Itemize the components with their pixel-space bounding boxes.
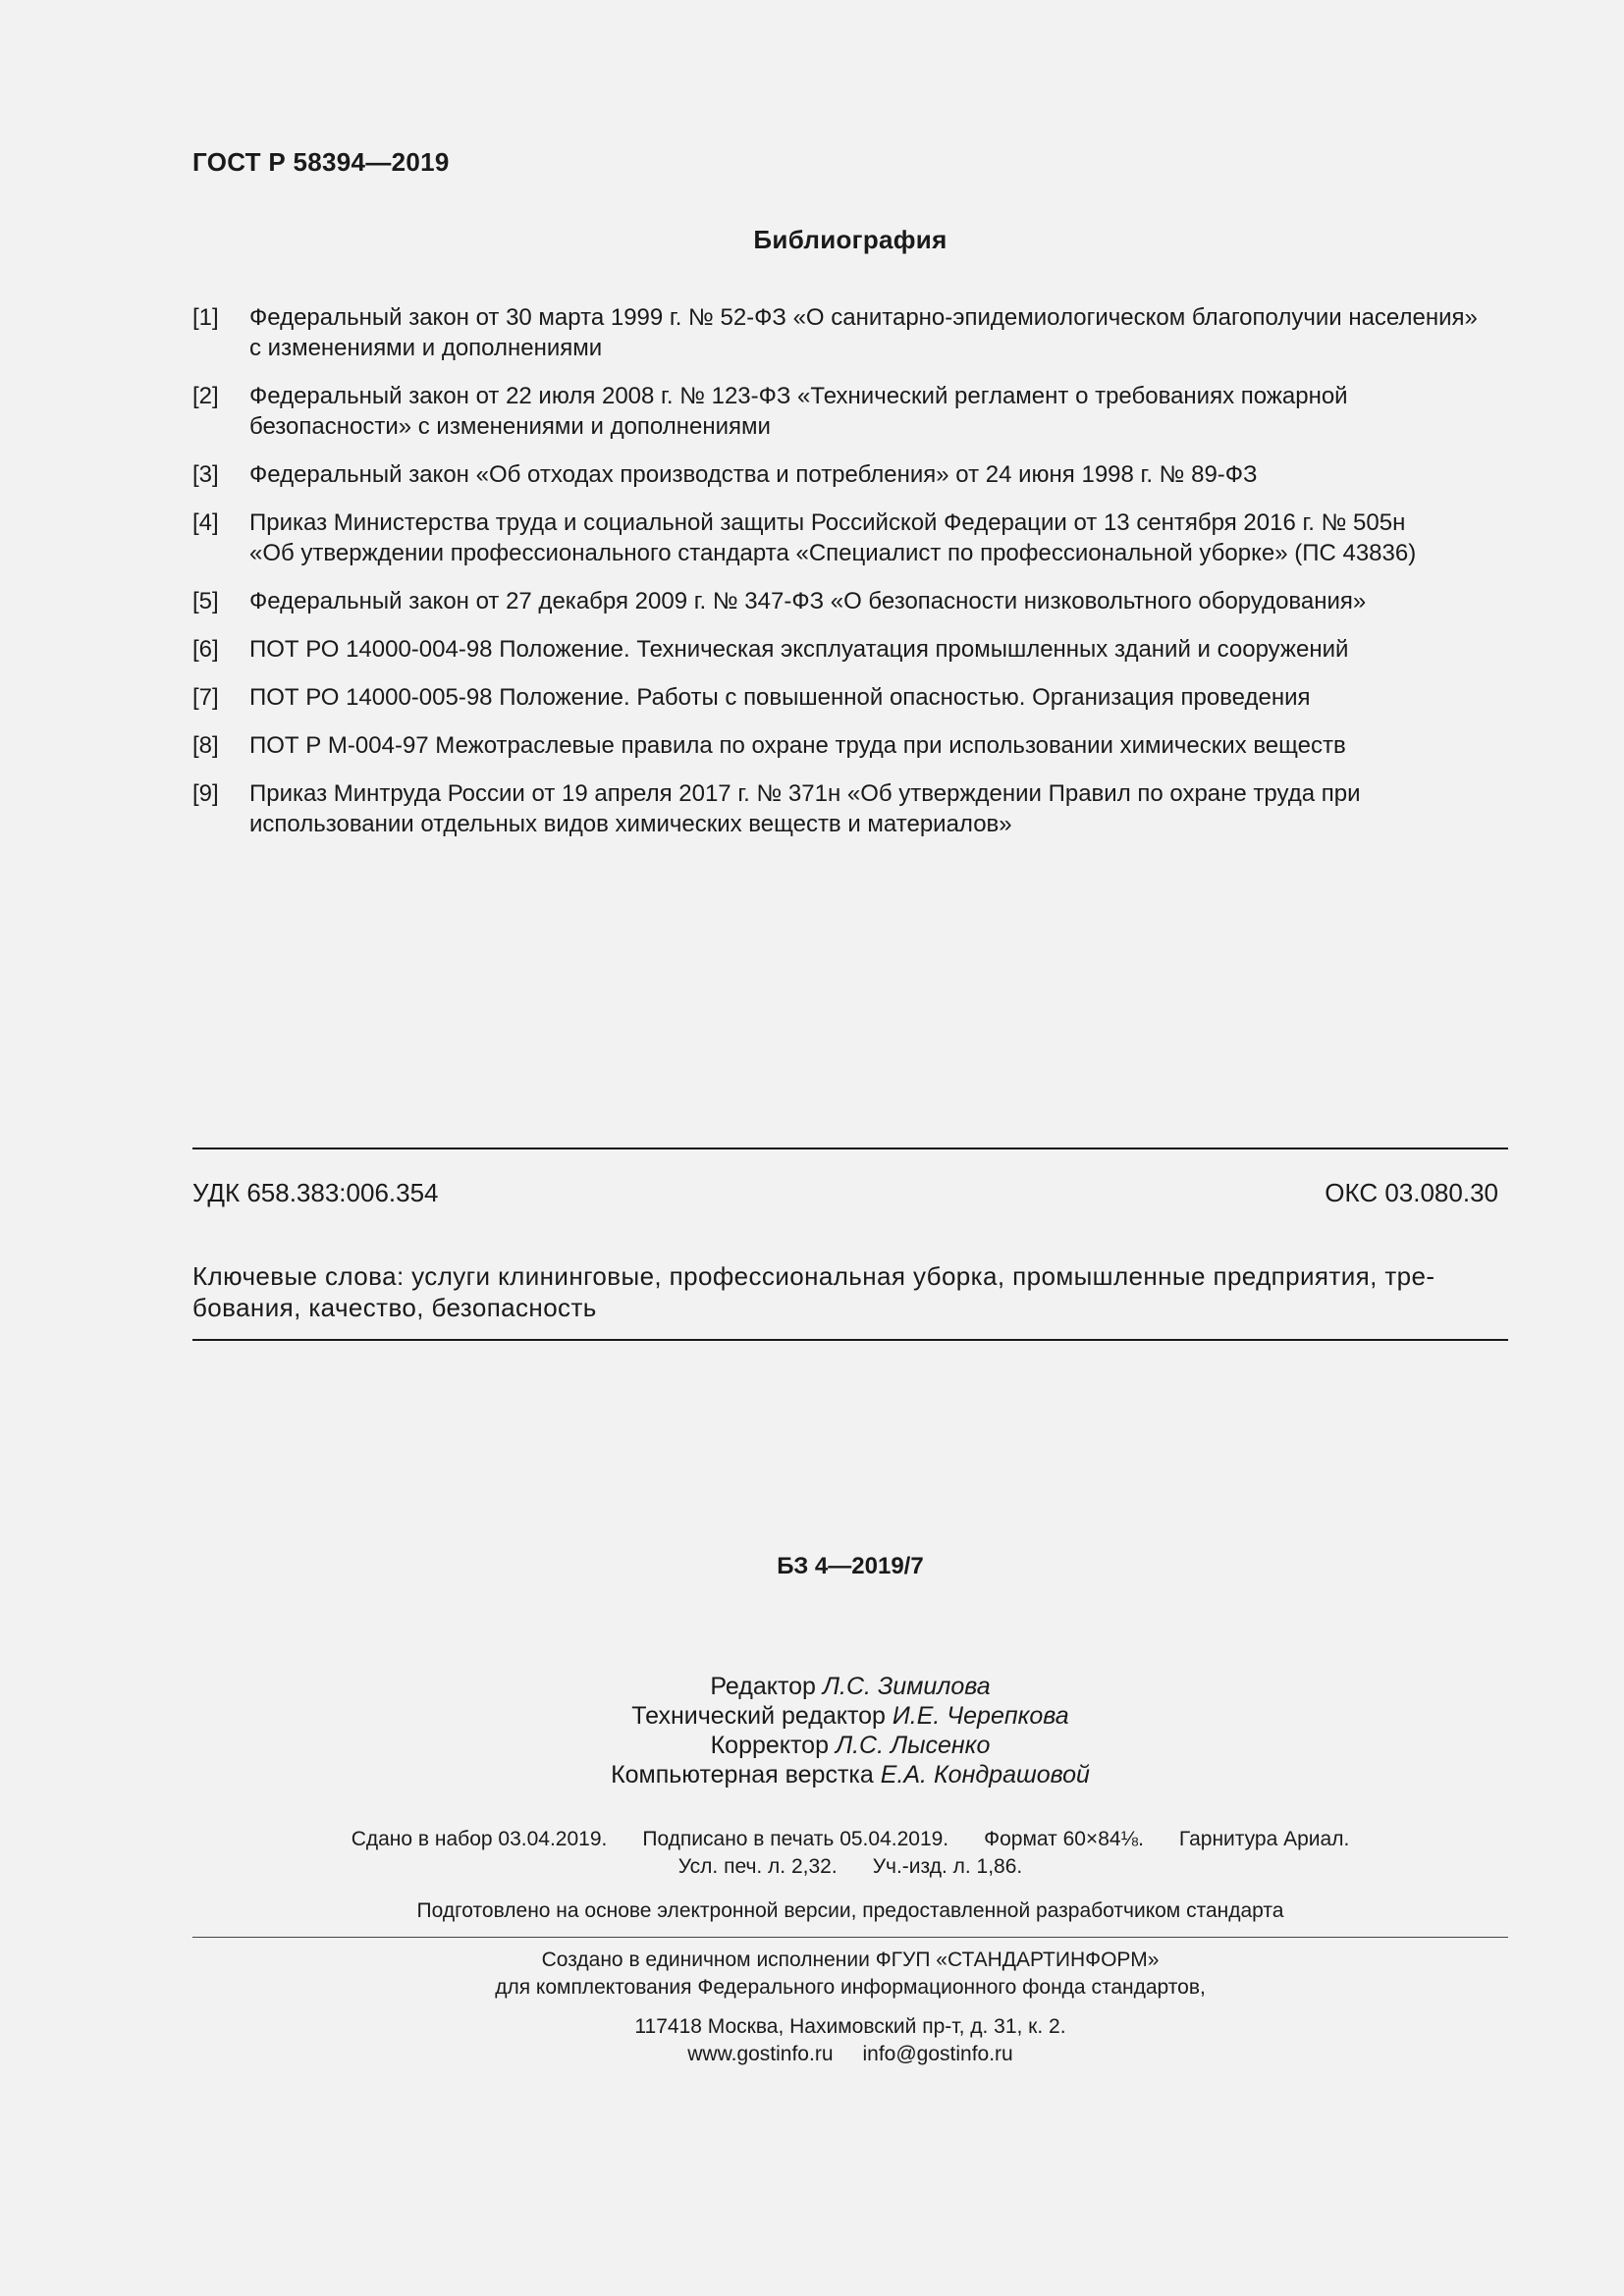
bibliography-item [192, 634, 1512, 665]
credit-line [192, 1760, 1508, 1789]
bibliography-item [192, 459, 1512, 490]
credit-role: Технический редактор [631, 1702, 886, 1730]
bibliography-item [192, 507, 1512, 568]
bibliography-item-line: Федеральный закон «Об отходах производства и потребления» от 24 июня 1998 г. № 89-ФЗ [249, 461, 1258, 488]
credit-name: Е.А. Кондрашовой [880, 1761, 1090, 1789]
bibliography-item-number: [6] [192, 636, 219, 663]
bibliography-item-line: «Об утверждении профессионального стандарта «Специалист по профессиональной уборке» (ПС 43836) [249, 540, 1417, 566]
website-link[interactable]: www.gostinfo.ru [687, 2043, 834, 2065]
credit-name: Л.С. Лысенко [835, 1732, 991, 1759]
bibliography-item [192, 381, 1512, 442]
bibliography-item-number: [8] [192, 732, 219, 759]
bibliography-item-text [249, 302, 1512, 363]
email-link[interactable]: info@gostinfo.ru [862, 2043, 1013, 2065]
prepared-note: Подготовлено на основе электронной версии, предоставленной разработчиком стандарта [416, 1899, 1284, 1922]
bibliography-item-line: Федеральный закон от 22 июля 2008 г. № 123-ФЗ «Технический регламент о требованиях пожарной [249, 383, 1348, 409]
bibliography-item-text [249, 507, 1512, 568]
udk-code: УДК 658.383:006.354 [192, 1178, 439, 1207]
bibliography-item-line: безопасности» с изменениями и дополнениями [249, 413, 771, 440]
bibliography-item-text [249, 459, 1512, 490]
bibliography-item-text [249, 381, 1512, 442]
bibliography-item-number: [4] [192, 509, 219, 536]
bibliography-item-text [249, 730, 1512, 761]
credit-line [192, 1701, 1508, 1731]
bibliography-item [192, 586, 1512, 616]
bibliography-item-line: с изменениями и дополнениями [249, 335, 603, 361]
publication-sheets: Уч.-изд. л. 1,86. [872, 1855, 1023, 1878]
document-code: ГОСТ Р 58394—2019 [192, 147, 450, 177]
print-sheets: Усл. печ. л. 2,32. [677, 1855, 838, 1878]
submitted-date: Сдано в набор 03.04.2019. [351, 1828, 608, 1850]
credit-name: Л.С. Зимилова [822, 1673, 991, 1700]
credit-role: Редактор [710, 1673, 816, 1700]
credit-role: Корректор [710, 1732, 829, 1759]
bibliography-item [192, 302, 1512, 363]
credit-role: Компьютерная верстка [611, 1761, 874, 1789]
bibliography-title: Библиография [753, 225, 947, 254]
imprint-divider [192, 1937, 1508, 1938]
bibliography-item-line: Приказ Минтруда России от 19 апреля 2017 г. № 371н «Об утверждении Правил по охране труда при [249, 780, 1361, 807]
typeface: Гарнитура Ариал. [1178, 1828, 1350, 1850]
keywords-line-1: Ключевые слова: услуги клининговые, профессиональная уборка, промышленные предприятия, тре- [192, 1261, 1435, 1291]
bibliography-item-text [249, 682, 1512, 713]
bibliography-item [192, 682, 1512, 713]
publisher-line-1: Создано в единичном исполнении ФГУП «СТАНДАРТИНФОРМ» [541, 1949, 1160, 1971]
bibliography-item-line: Федеральный закон от 30 марта 1999 г. № 52-ФЗ «О санитарно-эпидемиологическом благополучии населения» [249, 304, 1478, 331]
bibliography-item-line: ПОТ РО 14000-004-98 Положение. Техническая эксплуатация промышленных зданий и сооружений [249, 636, 1349, 663]
credit-line [192, 1672, 1508, 1701]
bibliography-item-line: использовании отдельных видов химических веществ и материалов» [249, 811, 1012, 837]
bibliography-item-line: Федеральный закон от 27 декабря 2009 г. № 347-ФЗ «О безопасности низковольтного оборудования» [249, 588, 1367, 614]
bibliography-item-number: [9] [192, 780, 219, 807]
top-divider [192, 1148, 1508, 1149]
bibliography-item-line: ПОТ РО 14000-005-98 Положение. Работы с повышенной опасностью. Организация проведения [249, 684, 1311, 711]
oks-code: ОКС 03.080.30 [1325, 1178, 1498, 1207]
bibliography-item-number: [1] [192, 304, 219, 331]
bibliography-item-text [249, 778, 1512, 839]
keywords-line-2: бования, качество, безопасность [192, 1293, 597, 1322]
bibliography-item-text [249, 586, 1512, 616]
publisher-line-2: для комплектования Федерального информационного фонда стандартов, [495, 1976, 1206, 1999]
bibliography-item-number: [7] [192, 684, 219, 711]
credits-block [192, 1672, 1508, 1789]
bibliography-item-line: ПОТ Р М-004-97 Межотраслевые правила по охране труда при использовании химических веществ [249, 732, 1346, 759]
bibliography-item-number: [5] [192, 588, 219, 614]
publisher-block [192, 1947, 1508, 2068]
bz-number: БЗ 4—2019/7 [777, 1553, 924, 1579]
print-info [192, 1826, 1508, 1881]
bibliography-item-text [249, 634, 1512, 665]
credit-name: И.Е. Черепкова [892, 1702, 1069, 1730]
paper-format: Формат 60×84⅛. [984, 1828, 1144, 1850]
bibliography-list [192, 302, 1512, 857]
bibliography-item-line: Приказ Министерства труда и социальной защиты Российской Федерации от 13 сентября 2016 г. № 505н [249, 509, 1406, 536]
bibliography-item-number: [2] [192, 383, 219, 409]
signed-date: Подписано в печать 05.04.2019. [642, 1828, 949, 1850]
bibliography-item-number: [3] [192, 461, 219, 488]
bibliography-item [192, 730, 1512, 761]
bottom-divider [192, 1339, 1508, 1341]
credit-line [192, 1731, 1508, 1760]
bibliography-item [192, 778, 1512, 839]
publisher-address: 117418 Москва, Нахимовский пр-т, д. 31, к. 2. [634, 2015, 1066, 2038]
keywords [192, 1260, 1500, 1323]
